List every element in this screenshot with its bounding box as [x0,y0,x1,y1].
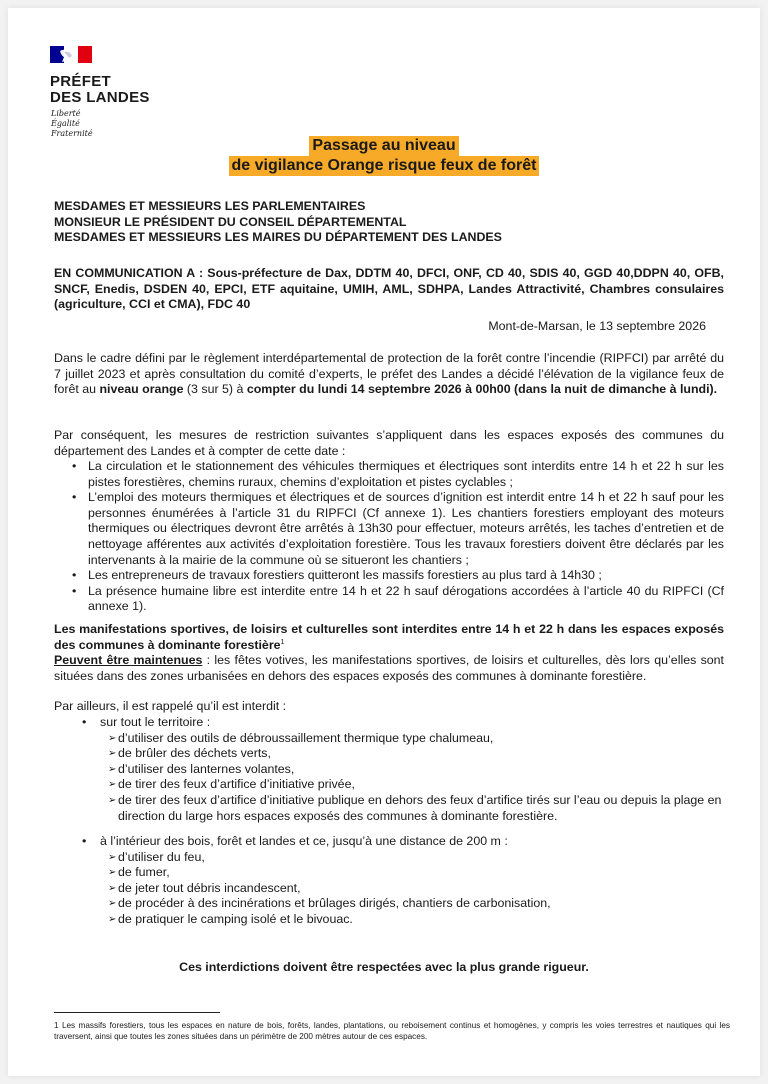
territory-section [78,715,724,824]
list-item: ➢ de fumer, [108,865,724,881]
list-item: ➢ de tirer des feux d’artifice d’initiative publique en dehors des feux d’artifice tirés sur l’eau ou depuis la plage en direction du large hors espaces exposés des communes à dominante forestière. [108,793,724,824]
closing-statement: Ces interdictions doivent être respectées avec la plus grande rigueur. [179,960,589,974]
section-heading: • à l’intérieur des bois, forêt et landes et ce, jusqu’à une distance de 200 m : [78,834,724,850]
org-line-1: PRÉFET [50,73,111,90]
organization-name [50,74,150,106]
communication-recipients: Sous-préfecture de Dax, DDTM 40, DFCI, ONF, CD 40, SDIS 40, GGD 40,DDPN 40, OFB, SNCF, Enedis, DSDEN 40, EPCI, ETF aquitaine, UMIH, AML, SDHPA, Landes Attractivité, Chambres consulaires (agriculture, CCI et CMA), FDC 40 [54,266,724,312]
footnote-number: 1 [54,1021,59,1030]
events-ban: Les manifestations sportives, de loisirs et culturelles sont interdites entre 14 h et 22 h dans les espaces exposés des communes à dominante forestière [54,622,724,652]
events-maintained-label: Peuvent être maintenues [54,653,203,668]
list-item: • Les entrepreneurs de travaux forestiers quitteront les massifs forestiers au plus tard à 14h30 ; [72,568,724,584]
addressees-block [54,199,724,246]
list-item: ➢ de brûler des déchets verts, [108,746,724,762]
motto-egalite: Égalité [51,119,80,128]
document-page [8,8,760,1076]
list-item: • La circulation et le stationnement des véhicules thermiques et électriques sont interdits entre 14 h et 22 h sur les pistes forestières, chemins ruraux, chemins d’exploitation et pistes cyclables ; [72,459,724,490]
intro-text-2: (3 sur 5) à [183,382,247,397]
document-title [8,136,760,176]
communication-block [54,266,724,313]
footnote-reference: 1 [280,638,285,646]
place-and-date: Mont-de-Marsan, le 13 septembre 2026 [488,319,706,333]
list-item: ➢ de jeter tout débris incandescent, [108,881,724,897]
title-line-1: Passage au niveau [309,136,458,156]
list-item: ➢ de procéder à des incinérations et brûlages dirigés, chantiers de carbonisation, [108,896,724,912]
territory-bans-list [78,731,724,825]
forest-section [78,834,724,928]
footnote-divider [54,1012,220,1013]
intro-text: Dans le cadre défini par le règlement interdépartemental de protection de la forêt contre l’incendie (RIPFCI) par arrêté du 7 juillet 2023 et après consultation du comité d’experts, le préfet des Landes a décidé l’élévation de la vigilance feux de forêt au [54,351,724,397]
vigilance-level: niveau orange [99,382,184,397]
list-item: • L’emploi des moteurs thermiques et électriques et de sources d’ignition est interdit entre 14 h et 22 h sauf pour les personnes énumérées à l’article 31 du RIPFCI (Cf annexe 1). Les chantiers forestiers employant des moteurs thermiques ou électriques devront être arrêtés à 13h30 pour effectuer, moteurs arrêtés, les taches d’entretien et de nettoyage afférentes aux activités d’exploitation forestière. Tous les travaux forestiers doivent être déclarés par les intervenants à la mairie de la commune où se situeront les chantiers ; [72,490,724,568]
forest-bans-list [78,850,724,928]
list-item: ➢ d’utiliser des lanternes volantes, [108,762,724,778]
section-heading: • sur tout le territoire : [78,715,724,731]
org-line-2: DES LANDES [50,89,150,106]
intro-paragraph [54,351,724,398]
restrictions-intro: Par conséquent, les mesures de restriction suivantes s’appliquent dans les espaces exposés des communes du département des Landes et à compter de cette date : [54,428,724,458]
restrictions-list [72,459,724,615]
addressee-line: MESDAMES ET MESSIEURS LES PARLEMENTAIRES [54,199,366,213]
list-item: ➢ de tirer des feux d’artifice d’initiative privée, [108,777,724,793]
communication-label: EN COMMUNICATION A : [54,266,204,280]
list-item: • La présence humaine libre est interdite entre 14 h et 22 h sauf dérogations accordées à l’article 40 du RIPFCI (Cf annexe 1). [72,584,724,615]
title-line-2: de vigilance Orange risque feux de forêt [229,156,540,176]
footnote [54,1020,730,1042]
reminder-intro: Par ailleurs, il est rappelé qu’il est interdit : [54,699,287,713]
motto-liberte: Liberté [51,109,81,118]
list-item: ➢ d’utiliser des outils de débroussaillement thermique type chalumeau, [108,731,724,747]
events-maintained-text: : les fêtes votives, les manifestations sportives, de loisirs et culturelles, dès lors qu’elles sont situées dans des zones urbanisées en dehors des espaces exposés des communes à dominante forestière. [54,653,724,683]
marianne-logo-icon [50,46,94,74]
motto-fraternite: Fraternité [51,129,93,138]
footnote-text: Les massifs forestiers, tous les espaces en nature de bois, forêts, landes, plantations, ou reboisement continus et homogènes, y compris les voies terrestres et nautiques qui les traversent, ainsi que toutes les zones situées dans un périmètre de 200 mètres autour de ces espaces. [54,1021,730,1041]
addressee-line: MONSIEUR LE PRÉSIDENT DU CONSEIL DÉPARTEMENTAL [54,214,407,229]
effective-date: compter du lundi 14 septembre 2026 à 00h00 (dans la nuit de dimanche à lundi). [246,382,718,397]
events-block [54,622,724,684]
republic-motto [51,109,93,139]
list-item: ➢ d’utiliser du feu, [108,850,724,866]
addressee-line: MESDAMES ET MESSIEURS LES MAIRES DU DÉPARTEMENT DES LANDES [54,230,502,245]
list-item: ➢ de pratiquer le camping isolé et le bivouac. [108,912,724,928]
